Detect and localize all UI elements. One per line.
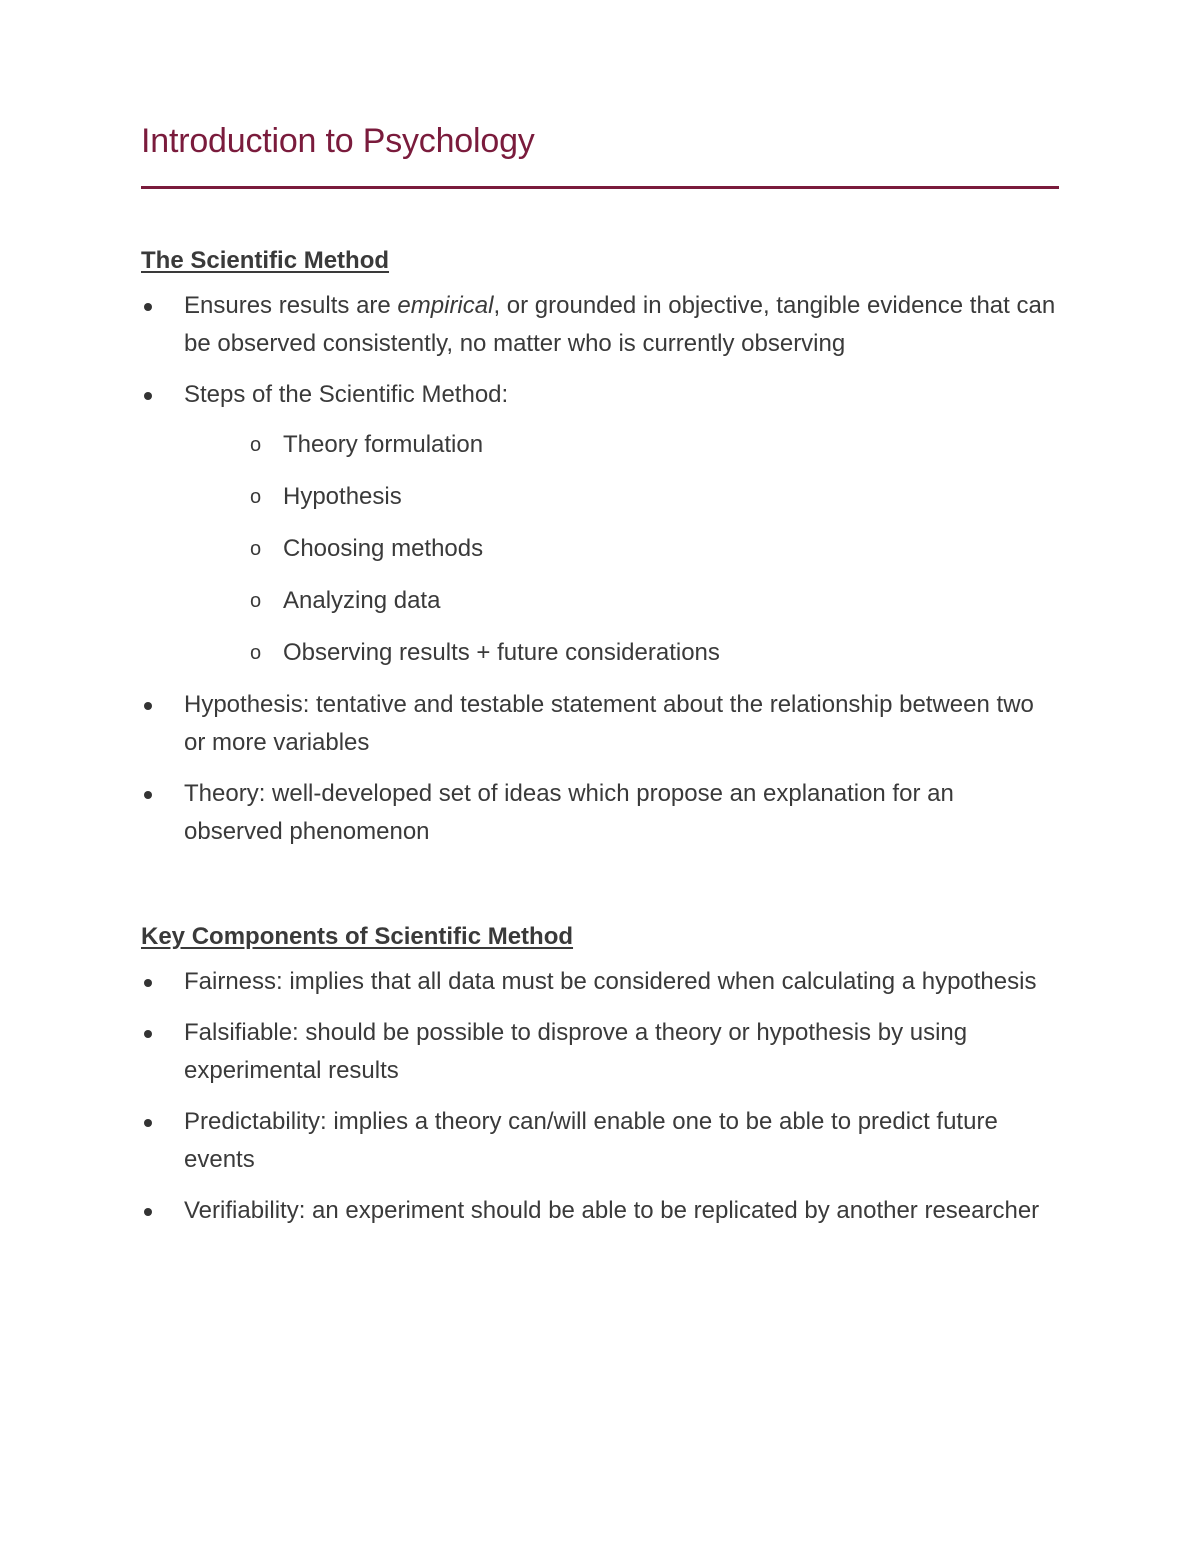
bullet-icon: [144, 1208, 152, 1216]
sub-list-item-text: Analyzing data: [283, 587, 441, 614]
list-item: [141, 1014, 1059, 1090]
list-item-text: Fairness: implies that all data must be considered when calculating a hypothesis: [184, 968, 1037, 995]
sub-list-item-text: Hypothesis: [283, 483, 402, 510]
circle-bullet-icon: o: [250, 642, 262, 664]
page-title: Introduction to Psychology: [141, 122, 535, 160]
bullet-icon: [144, 979, 152, 987]
title-divider: [141, 186, 1059, 189]
sub-list-item: [184, 426, 1059, 464]
list-item-text: Steps of the Scientific Method:: [184, 381, 509, 408]
sub-list-item: [184, 530, 1059, 568]
circle-bullet-icon: o: [250, 486, 262, 508]
list-item: [141, 287, 1059, 363]
list-item: [141, 1103, 1059, 1179]
bullet-icon: [144, 303, 152, 311]
sub-list-item: [184, 634, 1059, 672]
document-page: [141, 118, 1059, 1243]
sub-list-item-text: Observing results + future considerations: [283, 639, 720, 666]
bullet-icon: [144, 791, 152, 799]
list-item-text: Theory: well-developed set of ideas which propose an explanation for an observed phenomenon: [184, 780, 954, 845]
bullet-icon: [144, 1030, 152, 1038]
list-item: [141, 963, 1059, 1001]
list-item-text: Predictability: implies a theory can/will enable one to be able to predict future events: [184, 1108, 998, 1173]
section-heading-key-components: Key Components of Scientific Method: [141, 923, 574, 950]
emphasis-text: empirical: [397, 292, 494, 319]
scientific-method-list: [141, 287, 1059, 851]
circle-bullet-icon: o: [250, 538, 262, 560]
section-heading-scientific-method: The Scientific Method: [141, 247, 390, 274]
list-item: [141, 686, 1059, 762]
key-components-list: [141, 963, 1059, 1230]
circle-bullet-icon: o: [250, 434, 262, 456]
bullet-icon: [144, 702, 152, 710]
list-item: [141, 775, 1059, 851]
list-item-text: Hypothesis: tentative and testable statement about the relationship between two or more variables: [184, 691, 1034, 756]
sub-list-item: [184, 582, 1059, 620]
circle-bullet-icon: o: [250, 590, 262, 612]
bullet-icon: [144, 392, 152, 400]
list-item-text: Falsifiable: should be possible to disprove a theory or hypothesis by using experimental results: [184, 1019, 968, 1084]
list-item: [141, 376, 1059, 672]
steps-sublist: [184, 426, 1059, 672]
list-item-text: Ensures results are: [184, 292, 398, 319]
list-item: [141, 1192, 1059, 1230]
sub-list-item-text: Choosing methods: [283, 535, 484, 562]
bullet-icon: [144, 1119, 152, 1127]
list-item-text: , or grounded in objective, tangible evidence that can be observed consistently, no matter who is currently observing: [184, 292, 1056, 357]
sub-list-item-text: Theory formulation: [283, 431, 484, 458]
sub-list-item: [184, 478, 1059, 516]
list-item-text: Verifiability: an experiment should be able to be replicated by another researcher: [184, 1197, 1040, 1224]
